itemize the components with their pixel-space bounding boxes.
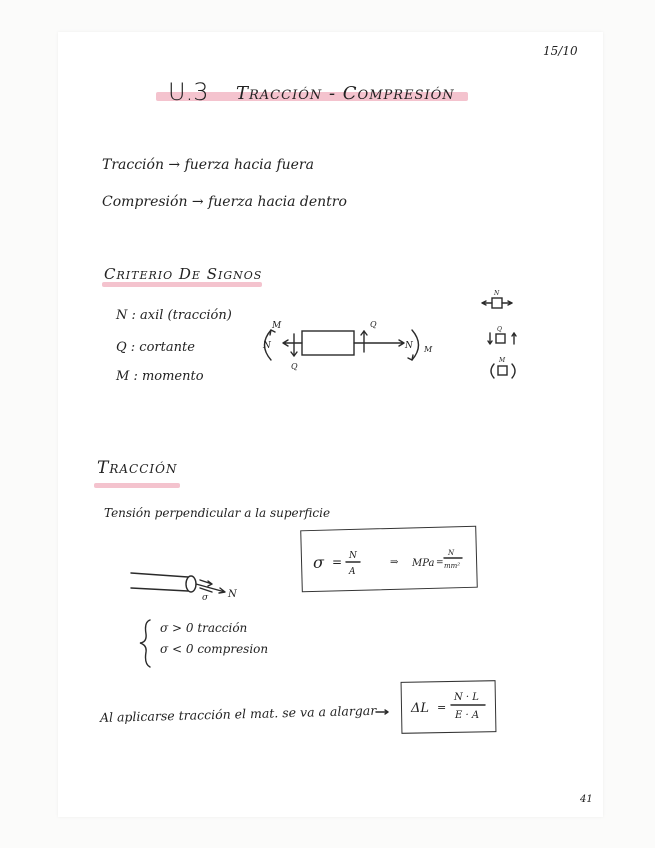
page-number: 41 <box>580 794 593 805</box>
bar-N-label: N <box>228 589 237 600</box>
criterio-item-momento: M : momento <box>116 369 204 384</box>
sign-icon-moment-label: M <box>499 357 506 364</box>
svg-text:=: = <box>332 555 343 569</box>
criterio-heading: Criterio De Signos <box>104 265 263 283</box>
elongation-numerator: N · L <box>454 692 479 703</box>
formula-unit-num: N <box>448 549 455 557</box>
elongation-lhs: ΔL <box>411 701 430 716</box>
page-title: Tracción - Compresión <box>236 83 455 104</box>
elongation-text: Al aplicarse tracción el mat. se va a alargar <box>99 702 377 725</box>
svg-text:⇒: ⇒ <box>390 557 399 568</box>
label-N-left: N <box>263 341 271 351</box>
formula-numerator: N <box>349 551 357 561</box>
label-M-right: M <box>424 345 433 354</box>
formula-unit-label: MPa <box>412 558 435 569</box>
date: 15/10 <box>543 44 578 58</box>
bar-sigma-label: σ <box>202 593 209 603</box>
formula-denominator: A <box>349 567 356 577</box>
label-Q-left: Q <box>291 362 298 371</box>
condition-positive: σ > 0 tracción <box>160 621 248 635</box>
criterio-item-axil: N : axil (tracción) <box>116 308 232 323</box>
label-N-right: N <box>405 341 413 351</box>
formula-unit-den: mm² <box>444 562 461 570</box>
formula-sigma: σ <box>313 553 324 572</box>
svg-text:=: = <box>437 701 447 714</box>
svg-text:=: = <box>436 558 444 568</box>
sign-icon-axial-label: N <box>494 290 500 297</box>
label-Q-right: Q <box>370 320 377 329</box>
label-M-left: M <box>272 321 282 331</box>
elongation-denominator: E · A <box>455 710 480 721</box>
definition-traccion: Tracción → fuerza hacia fuera <box>102 157 314 173</box>
definition-compresion: Compresión → fuerza hacia dentro <box>102 194 347 210</box>
condition-negative: σ < 0 compresion <box>160 642 269 656</box>
criterio-item-cortante: Q : cortante <box>116 340 195 355</box>
traccion-description: Tensión perpendicular a la superficie <box>104 506 331 520</box>
title-unit: U.3 <box>168 78 209 106</box>
sign-icon-shear-label: Q <box>497 326 502 333</box>
traccion-heading: Tracción <box>97 458 178 478</box>
